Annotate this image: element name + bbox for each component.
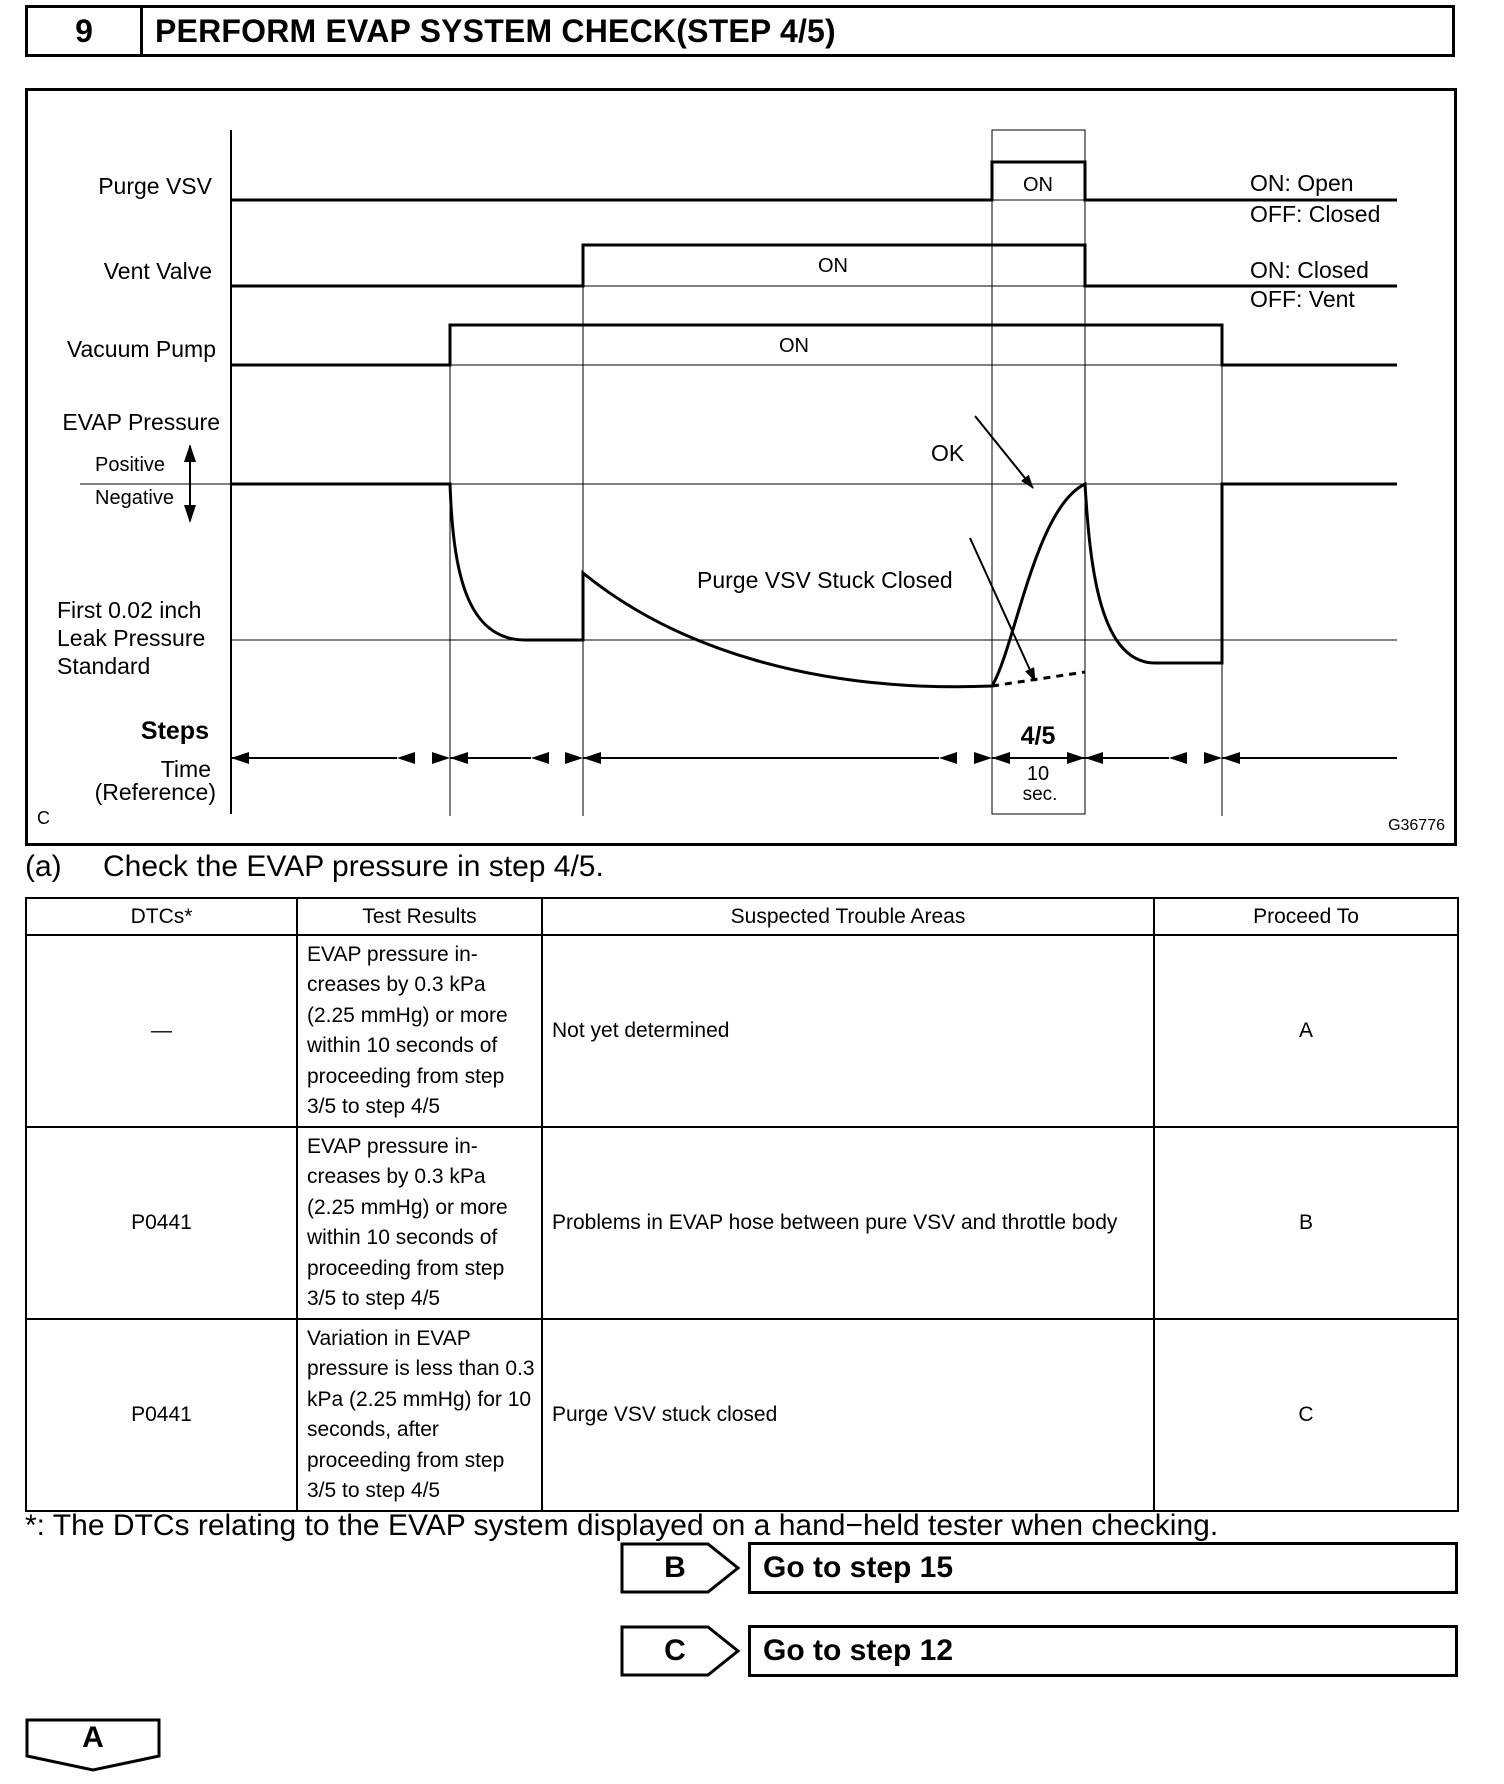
- arrowhead: [583, 752, 601, 764]
- header-test-results: Test Results: [297, 898, 542, 935]
- arrowhead: [397, 752, 415, 764]
- table-row: [26, 1319, 1458, 1511]
- duration-value: 10: [1026, 763, 1050, 785]
- arrowhead: [531, 752, 549, 764]
- stuck-closed-curve: [992, 672, 1085, 686]
- arrowhead: [1204, 752, 1222, 764]
- vacuum-pump-label: Vacuum Pump: [66, 336, 216, 362]
- diagram-frame: [27, 90, 1456, 845]
- purge-off-legend: OFF: Closed: [1250, 201, 1381, 227]
- purge-vsv-on-label: ON: [1023, 174, 1053, 196]
- goto-b[interactable]: [620, 1542, 1458, 1594]
- goto-c-text[interactable]: Go to step 12: [748, 1625, 1458, 1677]
- purge-vsv-signal: [231, 162, 1397, 200]
- ok-pointer: [975, 416, 1033, 488]
- ok-label: OK: [931, 440, 965, 466]
- timing-chart: [25, 88, 1457, 846]
- step-4-5-label: 4/5: [1020, 722, 1056, 750]
- cell-result: Variation in EVAP pressure is less than 0.3 kPa (2.25 mmHg) for 10 seconds, after proceeding from step 3/5 to step 4/5: [297, 1319, 542, 1511]
- arrowhead: [939, 752, 957, 764]
- purge-vsv-label: Purge VSV: [98, 173, 212, 199]
- vent-valve-on-label: ON: [818, 255, 848, 277]
- vacuum-pump-on-label: ON: [779, 335, 809, 357]
- positive-arrowhead: [184, 444, 196, 462]
- instruction-label: (a): [25, 850, 62, 883]
- goto-b-text[interactable]: Go to step 15: [748, 1542, 1458, 1594]
- vacuum-pump-signal: [231, 325, 1397, 365]
- goto-c-arrow[interactable]: [620, 1625, 742, 1677]
- goto-b-code: B: [664, 1551, 686, 1584]
- time-guides: [450, 130, 1222, 816]
- header-dtcs: DTCs*: [26, 898, 297, 935]
- arrowhead: [1067, 752, 1085, 764]
- cell-dtc: P0441: [26, 1319, 297, 1511]
- header-trouble-areas: Suspected Trouble Areas: [542, 898, 1154, 935]
- instruction-text: Check the EVAP pressure in step 4/5.: [103, 850, 604, 883]
- duration-unit: sec.: [1022, 784, 1058, 805]
- arrowhead: [432, 752, 450, 764]
- arrowhead: [565, 752, 583, 764]
- purge-on-legend: ON: Open: [1250, 170, 1354, 196]
- continue-a-code: A: [82, 1721, 104, 1754]
- steps-label: Steps: [140, 717, 209, 745]
- cell-result: EVAP pressure in-creases by 0.3 kPa (2.25 mmHg) or more within 10 seconds of proceeding from step 3/5 to step 4/5: [297, 1127, 542, 1319]
- vent-off-legend: OFF: Vent: [1250, 286, 1355, 312]
- negative-label: Negative: [95, 487, 174, 509]
- arrowhead: [1222, 752, 1240, 764]
- cell-proceed: A: [1154, 935, 1458, 1127]
- cell-proceed: C: [1154, 1319, 1458, 1511]
- leak-standard-label-2: Leak Pressure: [57, 625, 206, 651]
- corner-c-label: C: [37, 808, 50, 828]
- step-title: PERFORM EVAP SYSTEM CHECK(STEP 4/5): [155, 12, 836, 49]
- cell-proceed: B: [1154, 1127, 1458, 1319]
- evap-timing-diagram: [25, 88, 1457, 846]
- arrowhead: [450, 752, 468, 764]
- figure-id: G36776: [1388, 817, 1445, 834]
- goto-b-arrow[interactable]: [620, 1542, 742, 1594]
- arrowhead: [974, 752, 992, 764]
- step-header: [25, 5, 1455, 57]
- vent-valve-signal: [231, 245, 1397, 286]
- arrowhead: [1085, 752, 1103, 764]
- table-footnote: *: The DTCs relating to the EVAP system displayed on a hand−held tester when checking.: [25, 1509, 1219, 1542]
- step-4-5-window: [992, 130, 1085, 814]
- results-table: [25, 897, 1459, 1512]
- evap-pressure-label: EVAP Pressure: [62, 409, 220, 435]
- negative-arrowhead: [184, 505, 196, 523]
- cell-dtc: —: [26, 935, 297, 1127]
- cell-result: EVAP pressure in-creases by 0.3 kPa (2.25 mmHg) or more within 10 seconds of proceeding from step 3/5 to step 4/5: [297, 935, 542, 1127]
- table-header-row: [26, 898, 1458, 935]
- instruction: [25, 850, 604, 884]
- leak-standard-label-3: Standard: [57, 653, 151, 679]
- arrowhead: [1169, 752, 1187, 764]
- step-number: 9: [28, 8, 143, 54]
- arrowhead: [231, 752, 249, 764]
- cell-dtc: P0441: [26, 1127, 297, 1319]
- time-label: Time: [160, 756, 211, 782]
- header-proceed-to: Proceed To: [1154, 898, 1458, 935]
- leak-standard-label-1: First 0.02 inch: [57, 597, 202, 623]
- vent-on-legend: ON: Closed: [1250, 257, 1369, 283]
- positive-label: Positive: [95, 454, 166, 476]
- cell-area: Not yet determined: [542, 935, 1154, 1127]
- stuck-closed-label: Purge VSV Stuck Closed: [697, 567, 953, 593]
- vent-valve-label: Vent Valve: [103, 258, 212, 284]
- cell-area: Problems in EVAP hose between pure VSV and throttle body: [542, 1127, 1154, 1319]
- table-row: [26, 1127, 1458, 1319]
- arrowhead: [992, 752, 1010, 764]
- goto-c[interactable]: [620, 1625, 1458, 1677]
- cell-area: Purge VSV stuck closed: [542, 1319, 1154, 1511]
- goto-c-code: C: [664, 1634, 686, 1667]
- reference-label: (Reference): [94, 779, 216, 805]
- table-row: [26, 935, 1458, 1127]
- continue-a[interactable]: [25, 1718, 161, 1772]
